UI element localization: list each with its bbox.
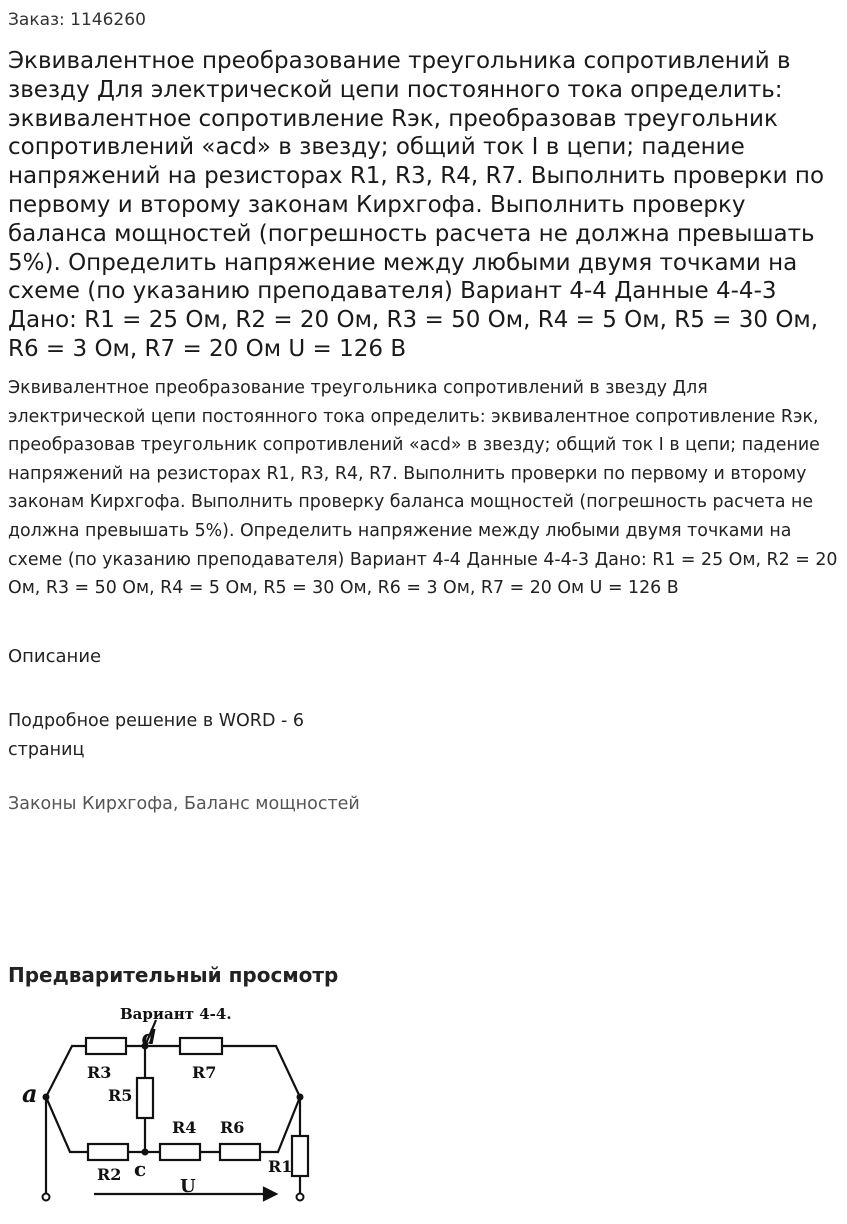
description-heading: Описание	[8, 646, 102, 667]
u-label: U	[180, 1176, 196, 1197]
node-a-dot	[43, 1094, 50, 1101]
preview-heading: Предварительный просмотр	[8, 963, 339, 987]
order-number: Заказ: 1146260	[8, 10, 146, 30]
description-text: Подробное решение в WORD - 6 страниц	[8, 711, 305, 760]
r2-label: R2	[97, 1165, 122, 1184]
circuit-diagram	[8, 1000, 328, 1220]
r3-label: R3	[87, 1063, 112, 1082]
node-c-label: c	[134, 1157, 147, 1181]
node-b-dot	[297, 1094, 304, 1101]
variant-label: Вариант 4-4.	[120, 1005, 232, 1023]
r7-label: R7	[192, 1063, 217, 1082]
r5-label: R5	[108, 1086, 133, 1105]
terminal-right	[297, 1194, 304, 1201]
preview-image[interactable]	[8, 1000, 328, 1220]
node-c-dot	[142, 1149, 149, 1156]
tags: Законы Кирхгофа, Баланс мощностей	[8, 794, 360, 814]
r6-label: R6	[220, 1118, 245, 1137]
page-title: Эквивалентное преобразование треугольника сопротивлений в звезду Для электрической цепи постоянного тока определить: эквивалентное сопротивление Rэк, преобразовав треугольник сопротивлений «acd» в звезду; общий ток I в цепи; падение напряжений на резисторах R1, R3, R4, R7. Выполнить проверки по первому и второму законам Кирхгофа. Выполнить проверку баланса мощностей (погрешность расчета не должна превышать 5%). Определить напряжение между любыми двумя точками на схеме (по указанию преподавателя) Вариант 4-4 Данные 4-4-3 Дано: R1 = 25 Ом, R2 = 20 Ом, R3 = 50 Ом, R4 = 5 Ом, R5 = 30 Ом, R6 = 3 Ом, R7 = 20 Ом U = 126 В	[8, 48, 825, 362]
task-description: Эквивалентное преобразование треугольника сопротивлений в звезду Для электрической цепи постоянного тока определить: эквивалентное сопротивление Rэк, преобразовав треугольник сопротивлений «acd» в звезду; общий ток I в цепи; падение напряжений на резисторах R1, R3, R4, R7. Выполнить проверки по первому и второму законам Кирхгофа. Выполнить проверку баланса мощностей (погрешность расчета не должна превышать 5%). Определить напряжение между любыми двумя точками на схеме (по указанию преподавателя) Вариант 4-4 Данные 4-4-3 Дано: R1 = 25 Ом, R2 = 20 Ом, R3 = 50 Ом, R4 = 5 Ом, R5 = 30 Ом, R6 = 3 Ом, R7 = 20 Ом U = 126 В	[8, 378, 838, 599]
r4-label: R4	[172, 1118, 197, 1137]
terminal-left	[43, 1194, 50, 1201]
node-a-label: a	[22, 1079, 38, 1108]
node-d-label: d	[142, 1025, 156, 1049]
r1-label: R1	[268, 1157, 293, 1176]
